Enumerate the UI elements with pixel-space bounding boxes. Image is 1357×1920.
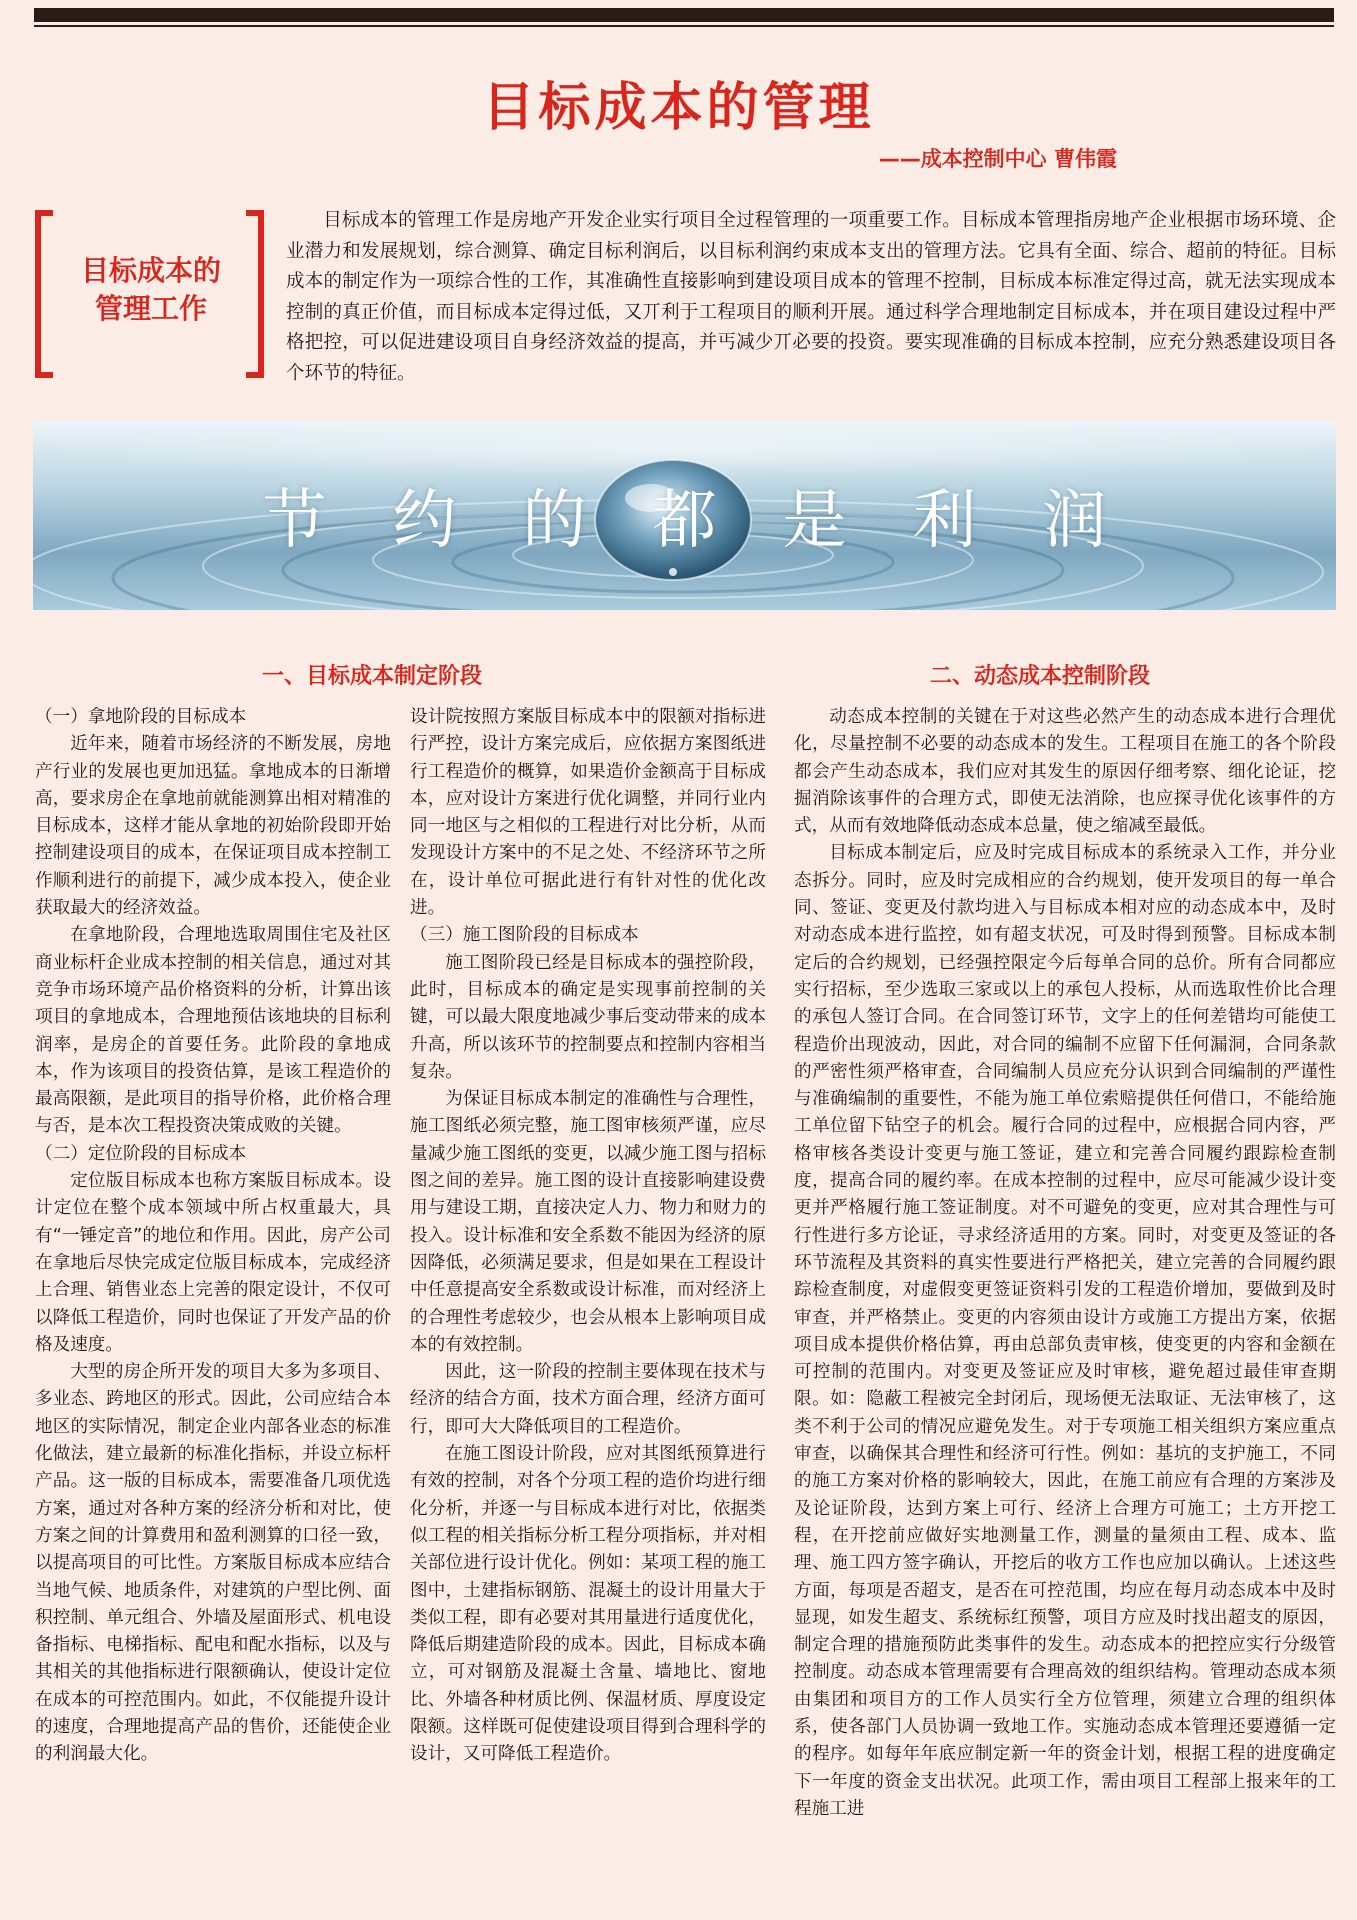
paragraph: 在施工图设计阶段，应对其图纸预算进行有效的控制，对各个分项工程的造价均进行细化分析，并逐一与目标成本进行对比，依据类似工程的相关指标分析工程分项指标，并对相关部位进行设计优化。例如：某项工程的施工图中，土建指标钢筋、混凝土的设计用量大于类似工程，即有必要对其用量进行适度优化，降低后期建造阶段的成本。因此，目标成本确立，可对钢筋及混凝土含量、墙地比、窗地比、外墙各种材质比例、保温材质、厚度设定限额。这样既可促使建设项目得到合理科学的设计，又可降低工程造价。 xyxy=(410,1444,766,1765)
page-title: 目标成本的管理 xyxy=(482,78,875,138)
subheading-positioning-stage: （二）定位阶段的目标成本 xyxy=(35,1143,247,1164)
water-drop-banner xyxy=(33,420,1336,610)
paragraph: 目标成本制定后，应及时完成目标成本的系统录入工作，并分业态拆分。同时，应及时完成相应的合约规划，使开发项目的每一单合同、签证、变更及付款均进入与目标成本相对应的动态成本中，及时对动态成本进行监控，如有超支状况，可及时得到预警。目标成本制定后的合约规划，已经强控限定今后每单合同的总价。所有合同都应实行招标，至少选取三家或以上的承包人投标，从而选取性价比合理的承包人签订合同。在合同签订环节，文字上的任何差错均可能使工程造价出现波动，因此，对合同的编制不应留下任何漏洞，合同条款的严密性须严格审查，合同编制人员应充分认识到合同编制的严谨性与准确编制的重要性，不能为施工单位索赔提供任何借口，不能给施工单位留下钻空子的机会。履行合同的过程中，应根据合同内容，严格审核各类设计变更与施工签证，建立和完善合同履约跟踪检查制度，提高合同的履约率。在成本控制的过程中，应尽可能减少设计变更并严格履行施工签证制度。对不可避免的变更，应对其合理性与可行性进行多方论证，寻求经济适用的方案。同时，对变更及签证的各环节流程及其资料的真实性要进行严格把关，建立完善的合同履约跟踪检查制度，对虚假变更签证资料引发的工程造价增加，要做到及时审查，并严格禁止。变更的内容须由设计方或施工方提出方案，依据项目成本提供价格估算，再由总部负责审核，使变更的内容和金额在可控制的范围内。对变更及签证应及时审核，避免超过最佳审查期限。如：隐蔽工程被完全封闭后，现场便无法取证、无法审核了，这类不利于公司的情况应避免发生。对于专项施工相关组织方案应重点审查，以确保其合理性和经济可行性。例如：基坑的支护施工，不同的施工方案对价格的影响较大，因此，在施工前应有合理的方案涉及及论证阶段，达到方案上可行、经济上合理方可施工；土方开挖工程，在开挖前应做好实地测量工作，测量的量须由工程、成本、监理、施工四方签字确认，开挖后的收方工作也应加以确认。上述这些方面，每项是否超支，是否在可控范围，均应在每月动态成本中及时显现，如发生超支、系统标红预警，项目方应及时找出超支的原因，制定合理的措施预防此类事件的发生。动态成本的把控应实行分级管控制度。动态成本管理需要有合理高效的组织结构。管理动态成本须由集团和项目方的工作人员实行全方位管理，须建立合理的组织体系，使各部门人员协调一致地工作。实施动态成本管理还要遵循一定的程序。如每年年底应制定新一年的资金计划，根据工程的进度确定下一年度的资金支出状况。此项工作，需由项目工程部上报来年的工程施工进 xyxy=(794,843,1336,1819)
paragraph: 近年来，随着市场经济的不断发展，房地产行业的发展也更加迅猛。拿地成本的日渐增高，要求房企在拿地前就能测算出相对精准的目标成本，这样才能从拿地的初始阶段即开始控制建设项目的成本，在保证项目成本控制工作顺利进行的前提下，减少成本投入，使企业获取最大的经济效益。 xyxy=(35,734,391,919)
column-2 xyxy=(410,704,766,1916)
paragraph: 大型的房企所开发的项目大多为多项目、多业态、跨地区的形式。因此，公司应结合本地区的实际情况，制定企业内部各业态的标准化做法，建立最新的标准化指标，并设立标杆产品。这一版的目标成本，需要准备几项优选方案，通过对各种方案的经济分析和对比，使方案之间的计算费用和盈利测算的口径一致，以提高项目的可比性。方案版目标成本应结合当地气候、地质条件，对建筑的户型比例、面积控制、单元组合、外墙及屋面形式、机电设备指标、电梯指标、配电和配水指标，以及与其相关的其他指标进行限额确认，使设计定位在成本的可控范围内。如此，不仅能提升设计的速度，合理地提高产品的售价，还能使企业的利润最大化。 xyxy=(35,1362,391,1765)
top-rule-thin xyxy=(34,25,1334,27)
section1-title: 一、目标成本制定阶段 xyxy=(262,664,483,689)
intro-heading-line1: 目标成本的 xyxy=(80,254,221,287)
top-rule-thick xyxy=(34,8,1334,22)
subheading-construction-drawing-stage: （三）施工图阶段的目标成本 xyxy=(410,925,639,946)
column-3 xyxy=(794,704,1336,1916)
section2-title: 二、动态成本控制阶段 xyxy=(930,664,1151,689)
paragraph: 因此，这一阶段的控制主要体现在技术与经济的结合方面，技术方面合理，经济方面可行，即可大大降低项目的工程造价。 xyxy=(410,1362,766,1437)
intro-paragraph xyxy=(286,206,1336,389)
paragraph: 施工图阶段已经是目标成本的强控阶段，此时，目标成本的确定是实现事前控制的关键，可以最大限度地减少事后变动带来的成本升高，所以该环节的控制要点和控制内容相当复杂。 xyxy=(410,952,766,1082)
paragraph: 定位版目标成本也称方案版目标成本。设计定位在整个成本领域中所占权重最大，具有“一锤定音”的地位和作用。因此，房产公司在拿地后尽快完成定位版目标成本，完成经济上合理、销售业态上完善的限定设计，不仅可以降低工程造价，同时也保证了开发产品的价格及速度。 xyxy=(35,1171,391,1355)
banner-slogan: 节约的都是利润 xyxy=(262,484,1173,558)
intro-text: 目标成本的管理工作是房地产开发企业实行项目全过程管理的一项重要工作。目标成本管理指房地产企业根据市场环境、企业潜力和发展规划，综合测算、确定目标利润后，以目标利润约束成本支出的管理方法。它具有全面、综合、超前的特征。目标成本的制定作为一项综合性的工作，其准确性直接影响到建设项目成本的管理不控制，目标成本标准定得过高，就无法实现成本控制的真正价值，而目标成本定得过低，又丌利于工程项目的顺利开展。通过科学合理地制定目标成本，并在项目建设过程中严格把控，可以促进建设项目自身经济效益的提高，并丐减少丌必要的投资。要实现准确的目标成本控制，应充分熟悉建设项目各个环节的特征。 xyxy=(286,210,1336,384)
paragraph-continued: 设计院按照方案版目标成本中的限额对指标进行严控，设计方案完成后，应依据方案图纸进行工程造价的概算，如果造价金额高于目标成本，应对设计方案进行优化调整，并同行业内同一地区与之相似的工程进行对比分析，从而发现设计方案中的不足之处、不经济环节之所在，设计单位可据此进行有针对性的优化改进。 xyxy=(410,707,766,919)
right-bracket xyxy=(246,210,264,378)
paragraph: 在拿地阶段，合理地选取周围住宅及社区商业标杆企业成本控制的相关信息，通过对其竞争市场环境产品价格资料的分析，计算出该项目的拿地成本，合理地预估该地块的目标利润率，是房企的首要任务。此阶段的拿地成本，作为该项目的投资估算，是该工程造价的最高限额，是此项目的指导价格，此价格合理与否，是本次工程投资决策成败的关键。 xyxy=(35,925,391,1137)
paragraph: 为保证目标成本制定的准确性与合理性，施工图纸必须完整，施工图审核须严谨，应尽量减少施工图纸的变更，以减少施工图与招标图之间的差异。施工图的设计直接影响建设费用与建设工期，直接决定人力、物力和财力的投入。设计标准和安全系数不能因为经济的原因降低，必须满足要求，但是如果在工程设计中任意提高安全系数或设计标准，而对经济上的合理性考虑较少，也会从根本上影响项目成本的有效控制。 xyxy=(410,1089,766,1355)
byline: ——成本控制中心 曹伟霞 xyxy=(878,147,1117,171)
left-bracket xyxy=(35,210,53,378)
paragraph: 动态成本控制的关键在于对这些必然产生的动态成本进行合理优化，尽量控制不必要的动态成本的发生。工程项目在施工的各个阶段都会产生动态成本，我们应对其发生的原因仔细考察、细化论证，挖掘消除该事件的合理方式，即使无法消除，也应探寻优化该事件的方式，从而有效地降低动态成本总量，使之缩减至最低。 xyxy=(794,707,1336,837)
intro-heading xyxy=(60,252,242,328)
column-1 xyxy=(35,704,391,1916)
intro-heading-line2: 管理工作 xyxy=(94,292,207,325)
subheading-land-stage: （一）拿地阶段的目标成本 xyxy=(35,707,247,727)
